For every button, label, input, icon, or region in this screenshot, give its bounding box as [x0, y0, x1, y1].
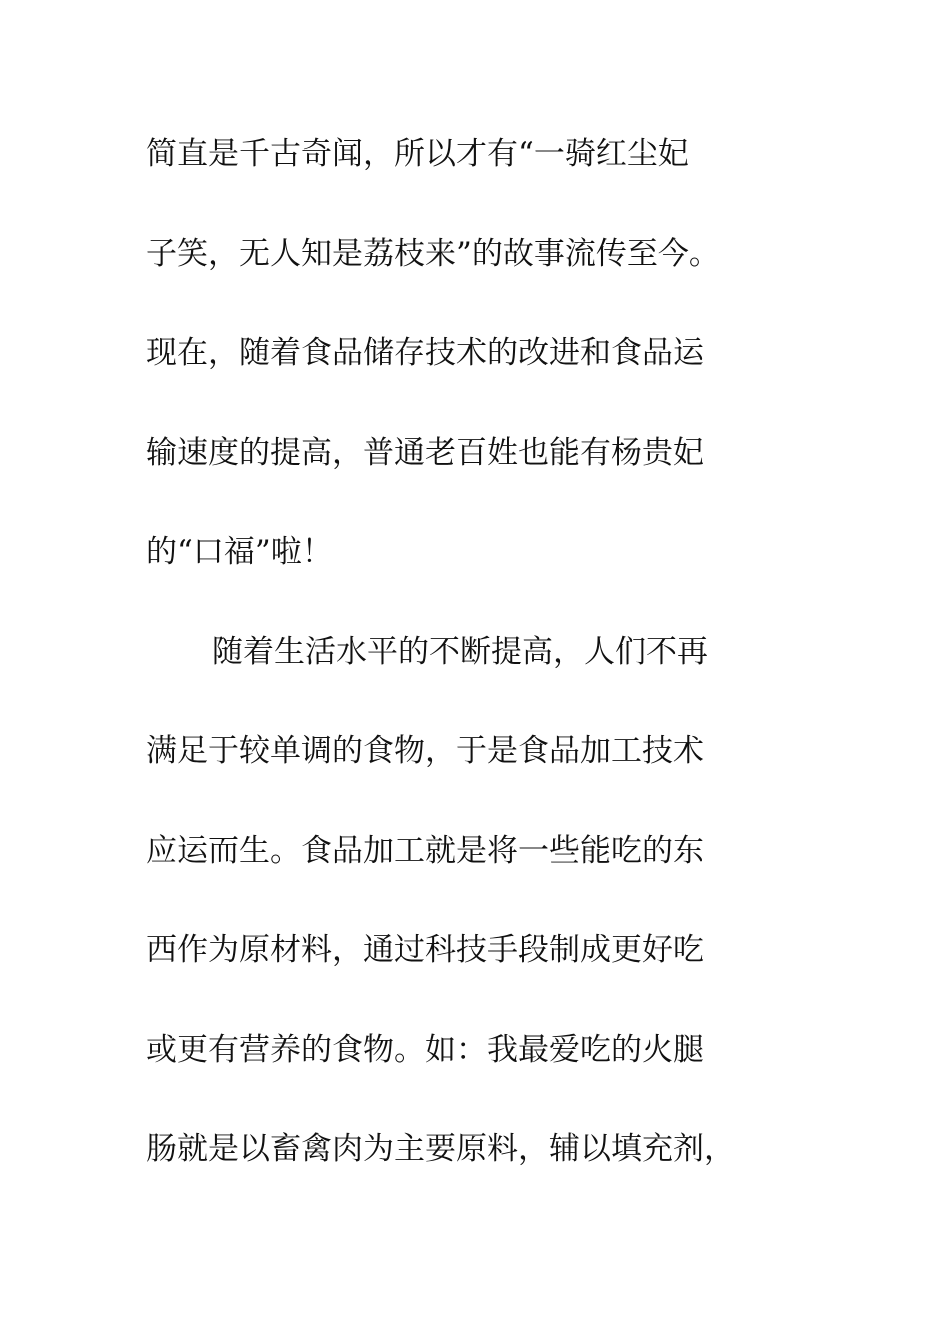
paragraph-start-line: 随着生活水平的不断提高，人们不再 — [212, 633, 708, 670]
text-line: 满足于较单调的食物，于是食品加工技术 — [146, 733, 704, 769]
text-line: 西作为原材料，通过科技手段制成更好吃 — [146, 932, 704, 968]
text-line: 应运而生。食品加工就是将一些能吃的东 — [146, 832, 704, 869]
text-line: 现在，随着食品储存技术的改进和食品运 — [146, 335, 704, 371]
text-line: 子笑，无人知是荔枝来”的故事流传至今。 — [146, 235, 720, 272]
text-line: 或更有营养的食物。如：我最爱吃的火腿 — [146, 1031, 704, 1068]
text-line: 简直是千古奇闻，所以才有“一骑红尘妃 — [146, 136, 689, 172]
body-text — [146, 124, 866, 1219]
text-line: 输速度的提高，普通老百姓也能有杨贵妃 — [146, 434, 704, 471]
text-line: 的“口福”啦！ — [146, 534, 333, 570]
text-line: 肠就是以畜禽肉为主要原料，辅以填充剂， — [146, 1131, 735, 1167]
